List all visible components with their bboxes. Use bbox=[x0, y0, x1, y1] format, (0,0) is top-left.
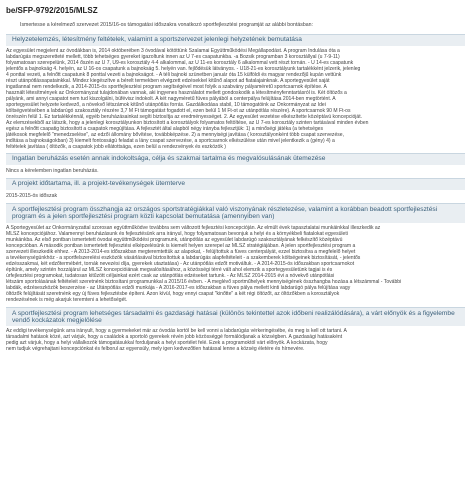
text-line: társadalmi hatások közé, azt várjuk, hogy a családok a sportoló gyerekek révén jobb közösséggé formálódjanak a községben. A gazdasági hatásaként bbox=[6, 334, 343, 341]
text-line: rendezésének is még akarjuk teremteni a lehetőségét. bbox=[6, 297, 128, 304]
section-body-real-estate: Nincs a kérelemben ingatlan beruházás. bbox=[6, 168, 99, 175]
text-line: labdák, edzéseszközök beszerzése - az Utánpótlás edzői munkája - A 2016-2017-es időszakban a füves pálya mellett kinti labdarúgó pálya felújítása vagy bbox=[6, 285, 351, 292]
text-line: labdarúgás megszeretteté mellett, több tehetséges gyereket igazoltunk innen az U 7-es csapatunkba. -a Bozsik programban 3 korosztállyal (u 7-9-11) bbox=[6, 53, 340, 60]
section-heading-strategy: A sportfejlesztési program összhangja az országos sportstratégiákkal való viszonyának részletezése, valamint a korábban beadott sportfejlesztési program és a jelen sportfejlesztési program közti kapcsolat bemutatása (amennyiben van) bbox=[6, 203, 465, 223]
section-heading-real-estate: Ingatlan beruházás esetén annak indokoltsága, célja és szakmai tartalma és megvalósulásának ütemezése bbox=[6, 153, 465, 165]
text-line: edzésszakmai, két edzőtermébért, tornák nevezési díja, gyerekek utaztatása) - Az utánpótlás edzőt motiváltuk. - A 2014-2015-ös időszakban sportcsarnokot bbox=[6, 261, 355, 268]
text-line: játékosok megfelelő "menedzselése", az edzői állomány bővítése, továbbképzése. 2) a mennyiségi javítása ( korosztályonként több csapat szervezése, bbox=[6, 132, 344, 139]
section-body-timeline: 2015-2015-ös időszak bbox=[6, 192, 58, 199]
section-heading-situation: Helyzetelemzés, létesítmény feltételek, valamint a sportszervezet jelenlegi helyzetének bemutatása bbox=[6, 34, 465, 46]
text-line: ingatlannal nem rendelkezik, a 2014-2015-ös sportfejlesztési program segítségével most folyik a szabvány pályaméretű sportcsarnok építése. A bbox=[6, 83, 327, 90]
text-line: munkánkba. Az első pontban ismertetett óvodai együttműködési programunk, utánpótlás az egyesület labdarúgó szakosztályának felkészítő középtávú bbox=[6, 236, 343, 243]
text-line: indítása a bajnokságokban) 3) kiemelt fontosságú feladat a lány csapat szervezése, a sportcsarnok elkészülése után mivel jelentkezik a (gény) 4) a bbox=[6, 138, 335, 145]
text-line: szervezeti illeszkedik ehhez. - A 2013-2014-es időszakban megteremtettük az alapokat, - felújítottuk a füves centerpályát, ezzel biztosítva a megfelelő helyet bbox=[6, 249, 356, 256]
text-line: jelentős a bajnokság 4. helyén, az U 16-os csapatunk a bajnokság 5. helyén van. fejlődésük látványos. - U18-21-es korosztályunk tartalékként jelzerik, jelenleg bbox=[6, 65, 361, 72]
section-body-situation bbox=[6, 48, 465, 151]
text-line: a tevékenységünkhöz - a sportfelszerelési eszközök vásárlásával biztosítottuk a labdarúgás alapfeltételeit - a szakemberek költségeinek biztosítását, - jelentős bbox=[6, 255, 361, 262]
text-line: koncepcióban. A második pontban ismertetett fejlesztési elképzelésünk is kiemelt helyen szerepel az MLSZ stratégiájában. A jelen sportfejlesztési program a bbox=[6, 243, 356, 250]
text-line: létszám sportolásának feltételeit szeretnénk biztosítani programunkkal a 2015/16 évben. - A meglévő sportműhelyek mennyiségének összhangba hozása a létszámmal - További bbox=[6, 279, 402, 286]
text-line: költségvetésében a labdarúgó szakosztály részére 3,7 M Ft támogatást fogadott el, ezen belül 1 M Ft-ot az utánpótlás részére). A sportcsarnok 90 M Ft-os bbox=[6, 108, 351, 115]
text-line: részt utánpótlássapatainkkal. Mindez kiegészítve a bérelt termekben elvégzett edzésekkel kitűnő alapot ad fiatalajainknak. A sportegyesület saját bbox=[6, 77, 330, 84]
text-line: A Sportegyesület az Önkormányzattal szorosan együttműködve továbbra sem változott fejlesztési koncepcióján. Az elmúlt évek tapasztalatai munkáinkkal illeszkedik az bbox=[6, 224, 381, 231]
text-line: használt létesítmények az Önkormányzat tulajdonában vannak, aki ingyenes használatot mellett gondoskodik a létesítményfenntartásról is. Két öltözős a bbox=[6, 90, 347, 97]
section-body-impacts bbox=[6, 328, 465, 352]
text-line: sportegyesület helyzete kedvező, a növekvő létszámok kitűnő utánpótlás forrás. Gazdálkodása stabil, 10 támogatóink az Önkormányzat az Idei bbox=[6, 102, 326, 109]
text-line: MLSZ koncepciójához. Valamennyi beruházásunk és fejlesztésünk arra irányul, hogy folyamatosan bevonjuk a helyi és a környékbeli fiatalokat egyesületi bbox=[6, 230, 348, 237]
text-line: folyamatosan szerepelünk, 2014 őszén az U 7, U9-es korosztály 4-4 alkalommal, az U 11-es korosztály 6 alkalommal vett részt tornán. - U 14-es csapatunk bbox=[6, 59, 354, 66]
intro-text: Ismertesse a kérelmező szervezet 2015/16-os támogatási időszakra vonatkozó sportfejlesztési programját az alábbi bontásban: bbox=[20, 22, 313, 28]
text-line: egész a felnőtt csapatig biztosított a csapatok megújítása. A fejlesztét által alapból négy irányba fejlesztjük: 1) a minőségi játéka (a tehetséges bbox=[6, 126, 324, 133]
text-line: feltételek javítása ( öltözők, a csapatok jobb ellátottsága, ezen belül a rendezvények és eszközök ) bbox=[6, 144, 226, 151]
text-line: pedig azt várjuk, hogy a helyi vállalkozók támogatásukkal forduljanak a helyi sportélet felé. Ezek a programoktól várt előnyök. A kockázata, hogy bbox=[6, 340, 328, 347]
section-heading-impacts: A sportfejlesztési program lehetséges társadalmi és gazdasági hatásai (különös tekintettel azok időbeni realizálódására), a várt előnyök és a figyelembe vendő kockázatok megjelölése bbox=[6, 307, 465, 327]
text-line: önrészén felül 1. Ez tartalékkénnál, egyéb beruházásainkat segíti biztosítja az eredményességet. 2. Az egyesület vezetése elkészítette középtávú koncepcióját. bbox=[6, 114, 363, 121]
text-line: Az eddigi tevékenységünk arra irányult, hogy a gyermekeket már az óvodás kortól be kell vonni a labdarúgás vérkeringésébe, és meg is kell ott tartani. A bbox=[6, 328, 347, 335]
text-line: nem tudjuk végrehajtani koncepciónkat és felborul az egyensúly, mely igen kedvezőtlen hatással lenne a község életére és hírnevére. bbox=[6, 346, 305, 353]
text-line: pályánk, ami annyi csapatot nem tud kiszolgálni, büfévisz indokolt. A két nagyméretű füves pályából a centerpálya felújítása 2014-ben megtörtént. A bbox=[6, 96, 336, 103]
section-body-strategy bbox=[6, 225, 465, 304]
text-line: 4 ponttal vezeti, a felnőtt csapatunk 8 ponttal vezeti a bajnokságot. - A téli bajnoki szünetben január óta 15 külföldi és magyar rendezőjű kupán vettünk bbox=[6, 71, 342, 78]
text-line: építünk, amely szintén hozzájárul az MLSZ koncepcióiának megvalósításához, a közösségi térré vált ahol elemzik a sportegyesületünk tagjai is és bbox=[6, 267, 333, 274]
text-line: Az elemzésekből az látszik, hogy a jelenlegi korosztályunkon biztosított a korosztályok folyamatos feltöltése, az U 7-es korosztály szinten tartásával minden évben bbox=[6, 120, 369, 127]
text-line: öltözők felújítását szeretnénk egy új füves fejlesztésbe építeni. Azon kívül, hogy ennyi csapat "kinőtte" a két régi öltözőt, az öltözőkben a korosztályok bbox=[6, 291, 340, 298]
text-line: úrfejlesztési programokat, tudatosan kitűzött céljainkat ezért csak az utánpótlás edzéseket tartunk. - Az MLSZ 2014-2015 évi a növekvő utánpótlási bbox=[6, 273, 335, 280]
document-id: be/SFP-9792/2015/MLSZ bbox=[6, 6, 98, 15]
text-line: Az egyesület megjelent az óvodákban is, 2014 októberében 3 óvodával kötöttünk Szalamai Együttműködési Megállapodást. A program Indulása óta a bbox=[6, 47, 340, 54]
section-heading-timeline: A projekt időtartama, ill. a projekt-tevékenységek ütemterve bbox=[6, 178, 465, 190]
